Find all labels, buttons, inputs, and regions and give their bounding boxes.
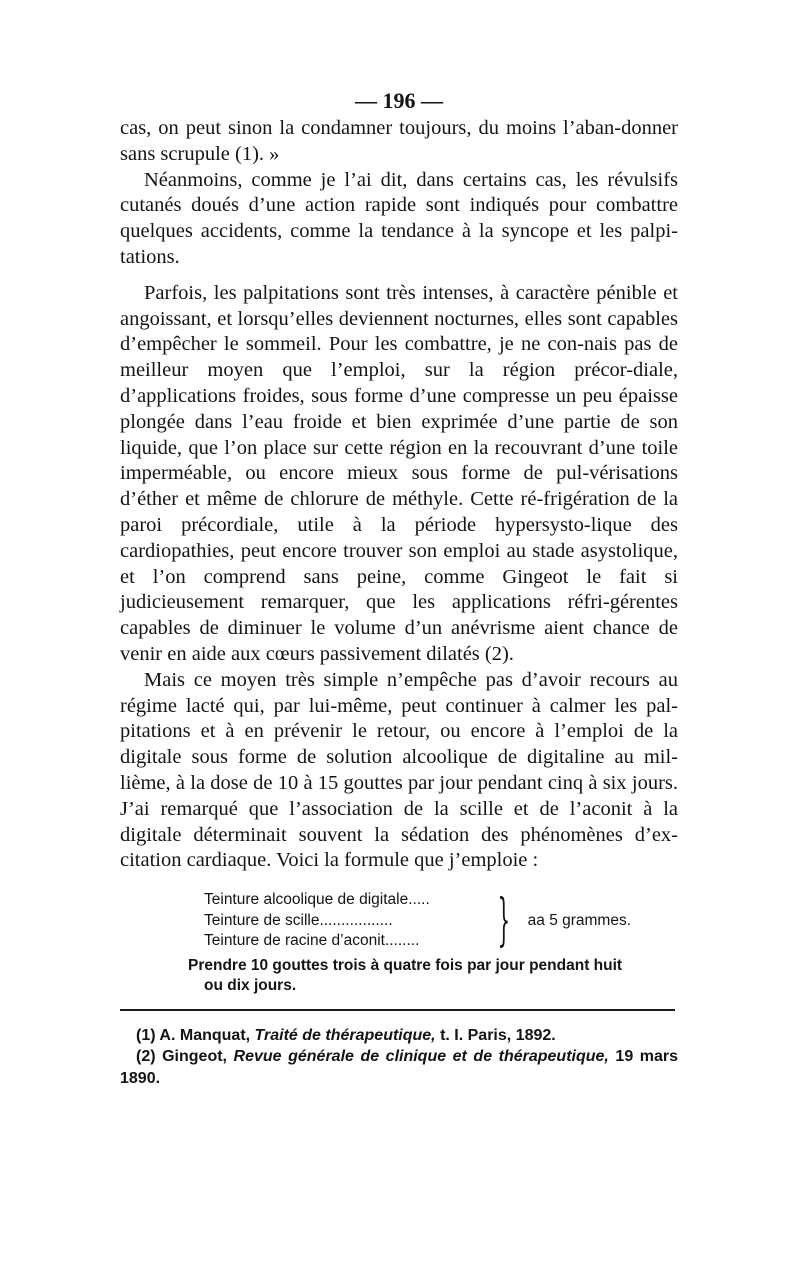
instructions-line-1: Prendre 10 gouttes trois à quatre fois par jour pendant huit — [188, 956, 623, 974]
dosage-instructions — [188, 956, 678, 997]
footnote-1-title: Traité de thérapeutique, — [254, 1026, 436, 1044]
formula-block — [204, 887, 678, 953]
footnote-1-marker: (1) — [136, 1026, 156, 1044]
curly-brace-glyph: } — [497, 887, 511, 953]
footnote-2 — [120, 1046, 678, 1089]
paragraph-regime-lacte: Mais ce moyen très simple n’empêche pas d’avoir recours au régime lacté qui, par lui-même, peut continuer à calmer les pal-pitations et à en prévenir le retour, ou encore à l’emploi de la digitale sous forme de solution alcoolique de digitaline au mil-lième, à la dose de 10 à 15 gouttes par jour pendant cinq à six jours. J’ai remarqué que l’association de la scille et de l’aconit à la digitale déterminait souvent la sédation des phénomènes d’ex-citation cardiaque. Voici la formule que j’emploie : — [120, 668, 678, 872]
footnote-1-author: A. Manquat, — [159, 1026, 251, 1044]
paragraph-palpitations: Parfois, les palpitations sont très intenses, à caractère pénible et angoissant, et lorsqu’elles deviennent nocturnes, elles sont capables d’empêcher le sommeil. Pour les combattre, je ne con-nais pas de meilleur moyen que l’emploi, sur la région précor-diale, d’applications froides, sous forme d’une compresse un peu épaisse plongée dans l’eau froide et bien exprimée d’une partie de son liquide, que l’on place sur cette région en la recouvrant d’une toile imperméable, ou encore mieux sous forme de pul-vérisations d’éther et même de chlorure de méthyle. Cette ré-frigération de la paroi précordiale, utile à la période hypersysto-lique des cardiopathies, peut encore trouver son emploi au stade asystolique, et l’on comprend sans peine, comme Gingeot le fait si judicieusement remarquer, que les applications réfri-gérentes capables de diminuer le volume d’un anévrisme aient chance de venir en aide aux cœurs passivement dilatés (2). — [120, 281, 678, 665]
formula-ingredient-digitale: Teinture alcoolique de digitale..... — [204, 891, 430, 909]
formula-quantity: aa 5 grammes. — [527, 911, 632, 929]
footnote-divider — [120, 1009, 675, 1011]
footnotes — [120, 1025, 678, 1090]
footnote-2-title: Revue générale de clinique et de thérapeutique, — [233, 1048, 609, 1066]
footnote-2-rest: 19 mars 1890. — [120, 1048, 679, 1087]
footnote-1-rest: t. I. Paris, 1892. — [440, 1026, 556, 1044]
paragraph-revulsifs: Néanmoins, comme je l’ai dit, dans certains cas, les révulsifs cutanés doués d’une action rapide sont indiqués pour combattre quelques accidents, comme la tendance à la syncope et les palpi-tations. — [120, 168, 678, 268]
formula-ingredients — [204, 890, 486, 952]
instructions-line-2: ou dix jours. — [204, 977, 297, 995]
footnote-2-author: Gingeot, — [162, 1048, 227, 1066]
footnote-1 — [120, 1025, 678, 1047]
body-text — [120, 116, 678, 874]
footnote-2-marker: (2) — [136, 1048, 156, 1066]
page-number: — 196 — — [355, 88, 443, 113]
book-page — [120, 86, 678, 1089]
paragraph-continuation: cas, on peut sinon la condamner toujours, du moins l’aban-donner sans scrupule (1). » — [120, 117, 678, 165]
formula-ingredient-scille: Teinture de scille................. — [204, 911, 393, 929]
formula-ingredient-aconit: Teinture de racine d’aconit........ — [204, 932, 420, 950]
